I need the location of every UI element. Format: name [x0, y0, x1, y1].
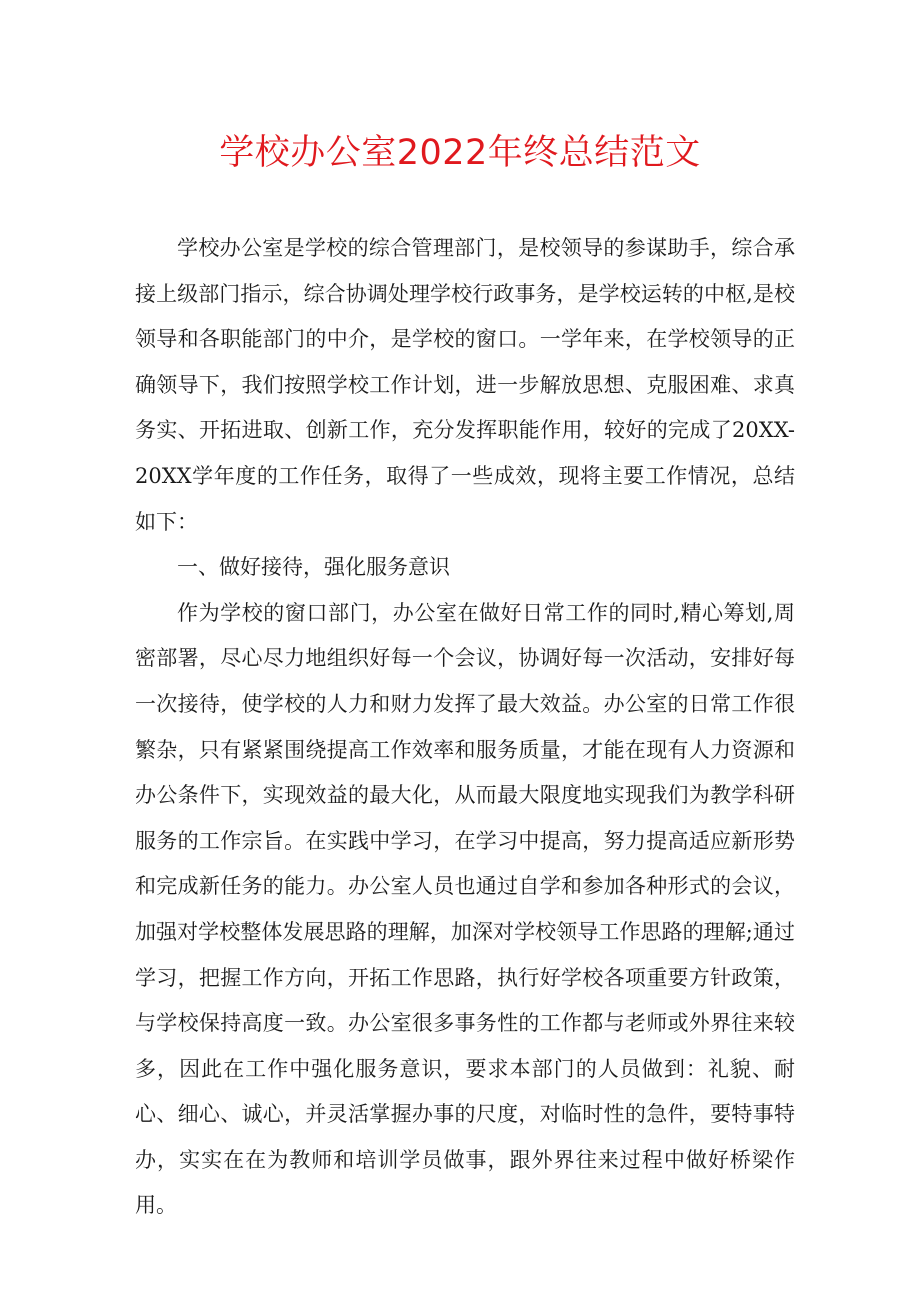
intro-paragraph: 学校办公室是学校的综合管理部门，是校领导的参谋助手，综合承接上级部门指示，综合协调处理学校行政事务，是学校运转的中枢,是校领导和各职能部门的中介，是学校的窗口。一学年来，在学校领导的正确领导下，我们按照学校工作计划，进一步解放思想、克服困难、求真务实、开拓进取、创新工作，充分发挥职能作用，较好的完成了20XX-20XX学年度的工作任务，取得了一些成效，现将主要工作情况，总结如下：	[135, 236, 795, 534]
section-paragraph: 作为学校的窗口部门，办公室在做好日常工作的同时,精心筹划,周密部署，尽心尽力地组织好每一个会议，协调好每一次活动，安排好每一次接待，使学校的人力和财力发挥了最大效益。办公室的日常工作很繁杂，只有紧紧围绕提高工作效率和服务质量，才能在现有人力资源和办公条件下，实现效益的最大化，从而最大限度地实现我们为教学科研服务的工作宗旨。在实践中学习，在学习中提高，努力提高适应新形势和完成新任务的能力。办公室人员也通过自学和参加各种形式的会议，加强对学校整体发展思路的理解，加深对学校领导工作思路的理解;通过学习，把握工作方向，开拓工作思路，执行好学校各项重要方针政策，与学校保持高度一致。办公室很多事务性的工作都与老师或外界往来较多，因此在工作中强化服务意识，要求本部门的人员做到：礼貌、耐心、细心、诚心，并灵活掌握办事的尺度，对临时性的急件，要特事特办，实实在在为教师和培训学员做事，跟外界往来过程中做好桥梁作用。	[135, 600, 795, 1218]
document-title: 学校办公室2022年终总结范文	[219, 133, 701, 173]
section-heading: 一、做好接待，强化服务意识	[177, 555, 450, 580]
document-body	[135, 226, 795, 1229]
